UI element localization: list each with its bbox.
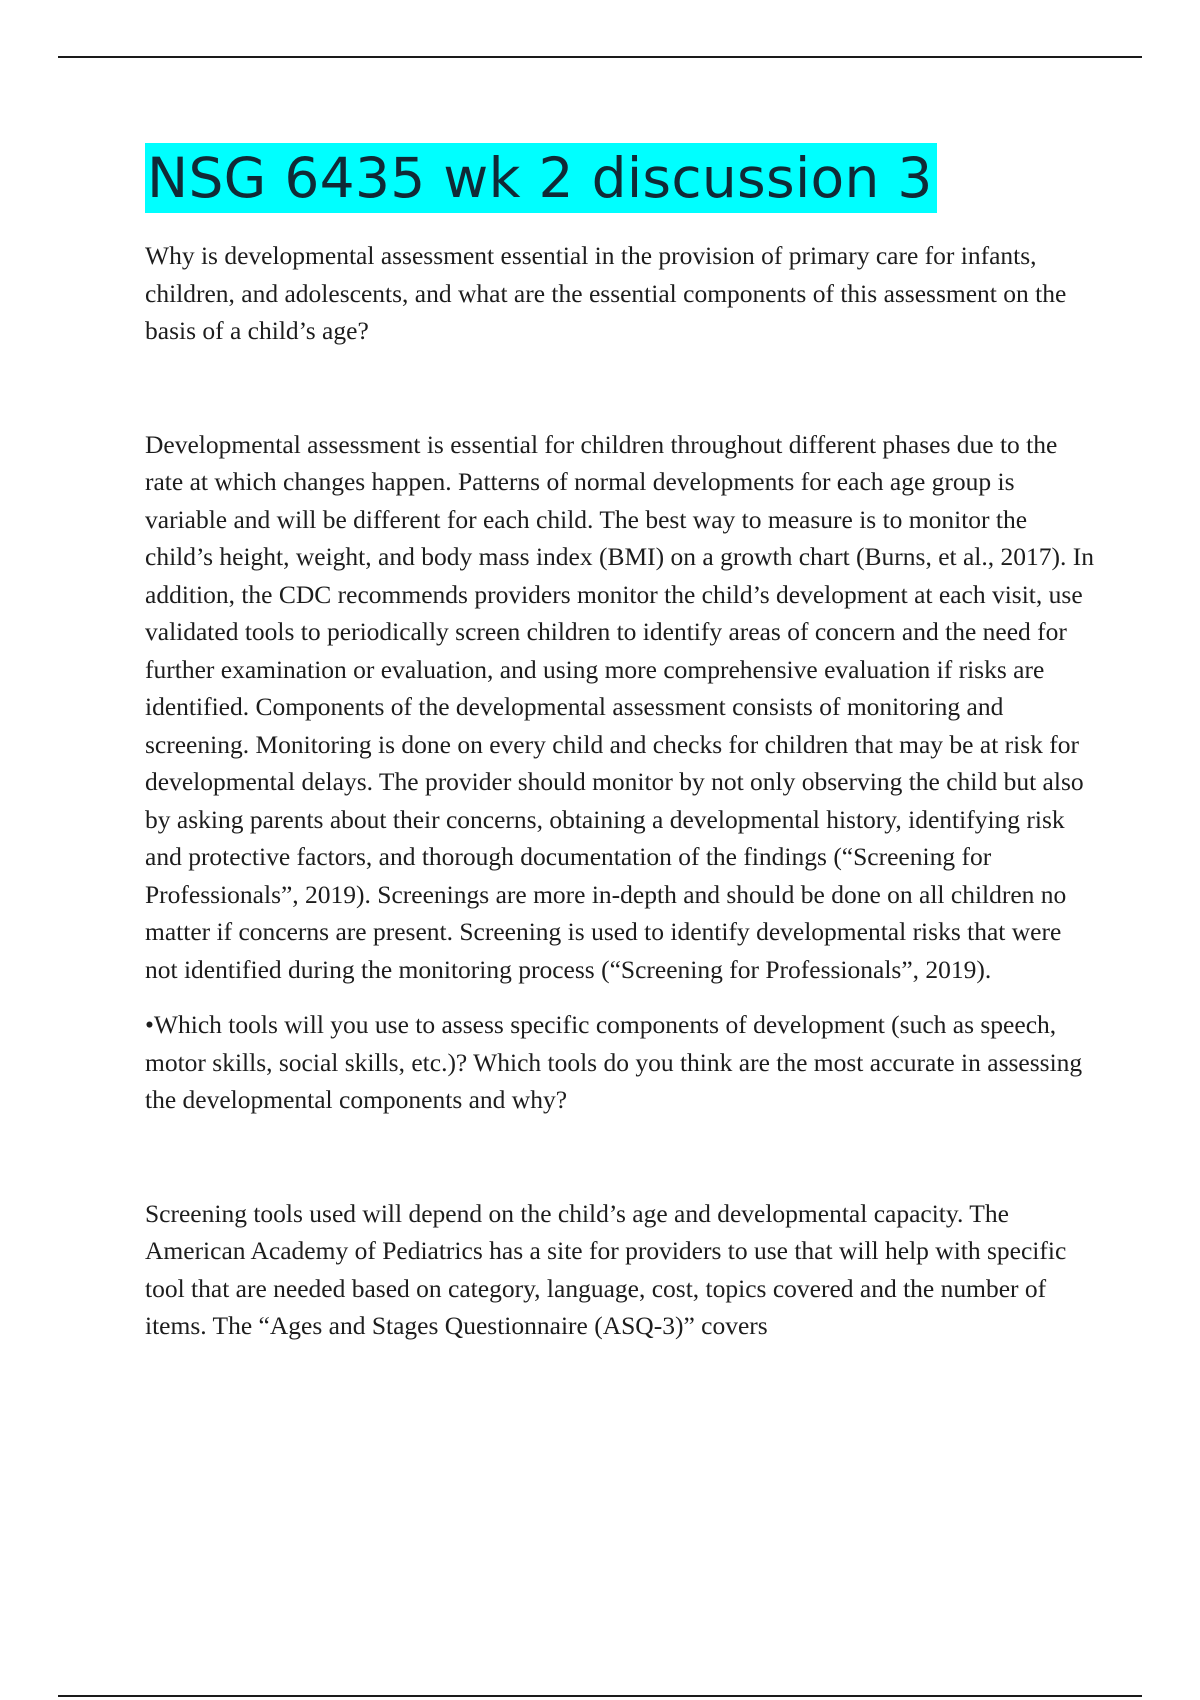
question-1: Why is developmental assessment essential in the provision of primary care for infants, children, and adolescents, and what are the essential components of this assessment on the basis of a child’s age?	[145, 241, 1067, 345]
bottom-divider	[58, 1695, 1142, 1697]
document-title: NSG 6435 wk 2 discussion 3	[145, 143, 937, 213]
question-2: •Which tools will you use to assess specific components of development (such as speech, motor skills, social skills, etc.)? Which tools do you think are the most accurate in assessing the developmental components and why?	[145, 1010, 1083, 1114]
answer-2: Screening tools used will depend on the child’s age and developmental capacity. The American Academy of Pediatrics has a site for providers to use that will help with specific tool that are needed based on category, language, cost, topics covered and the number of items. The “Ages and Stages Questionnaire (ASQ-3)” covers	[145, 1198, 1067, 1340]
document-body	[145, 143, 1095, 1345]
answer-1: Developmental assessment is essential for children throughout different phases due to the rate at which changes happen. Patterns of normal developments for each age group is variable and will be different for each child. The best way to measure is to monitor the child’s height, weight, and body mass index (BMI) on a growth chart (Burns, et al., 2017). In addition, the CDC recommends providers monitor the child’s development at each visit, use validated tools to periodically screen children to identify areas of concern and the need for further examination or evaluation, and using more comprehensive evaluation if risks are identified. Components of the developmental assessment consists of monitoring and screening. Monitoring is done on every child and checks for children that may be at risk for developmental delays. The provider should monitor by not only observing the child but also by asking parents about their concerns, obtaining a developmental history, identifying risk and protective factors, and thorough documentation of the findings (“Screening for Professionals”, 2019). Screenings are more in-depth and should be done on all children no matter if concerns are present. Screening is used to identify developmental risks that were not identified during the monitoring process (“Screening for Professionals”, 2019).	[145, 429, 1094, 984]
top-divider	[58, 56, 1142, 58]
